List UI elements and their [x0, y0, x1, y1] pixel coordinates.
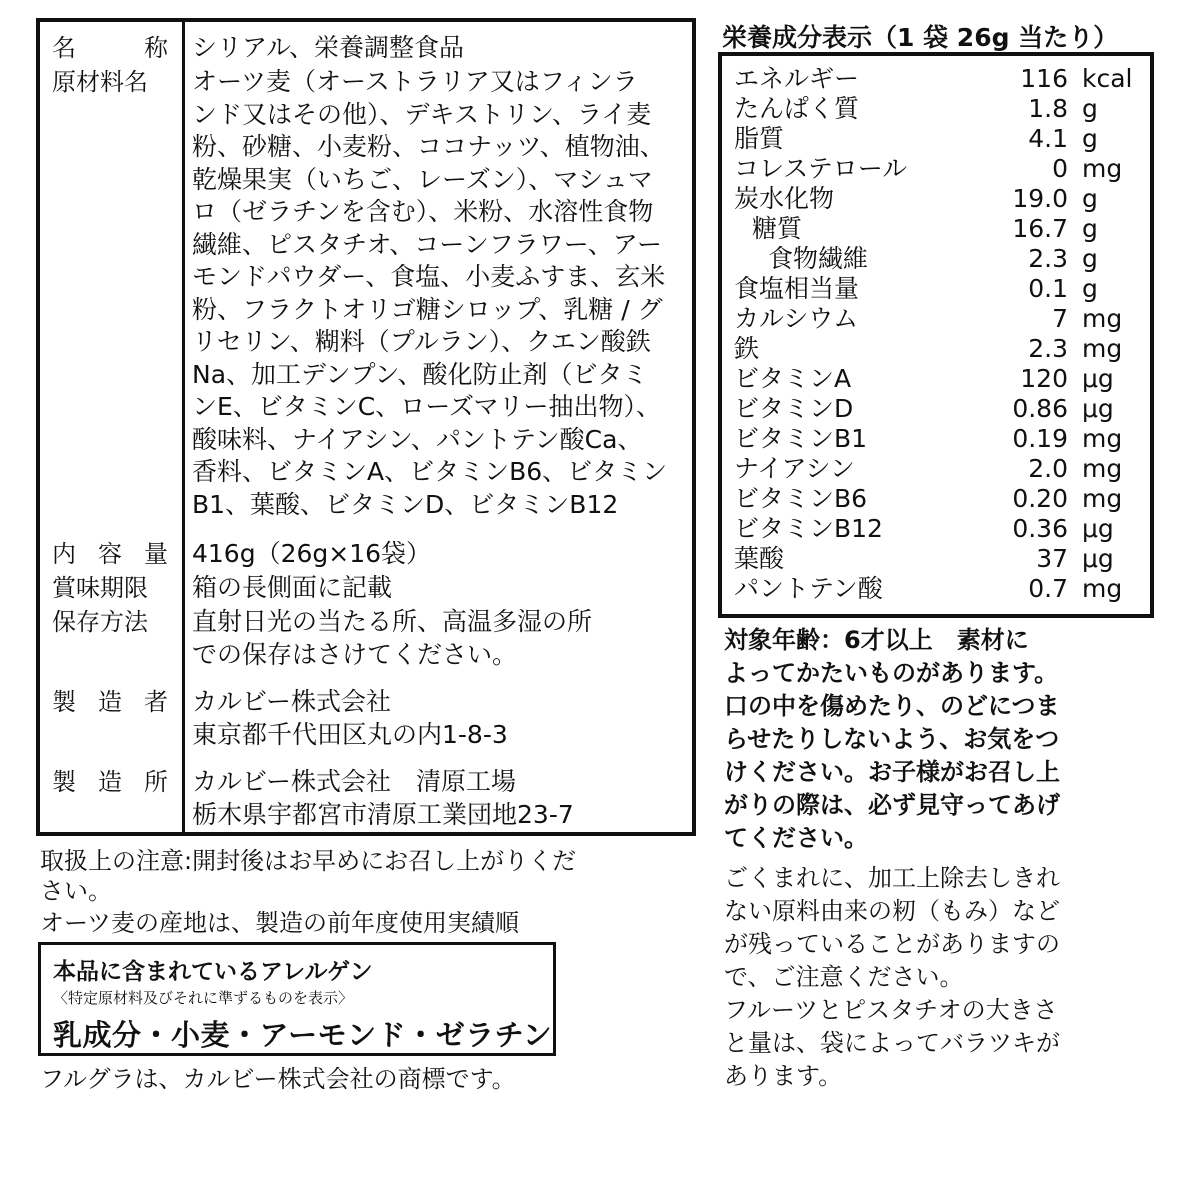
nutrient-name: たんぱく質 — [734, 94, 860, 123]
nutrient-name: 炭水化物 — [734, 184, 835, 213]
origin-note: オーツ麦の産地は、製造の前年度使用実績順 — [40, 909, 520, 937]
nutrient-name: コレステロール — [734, 154, 908, 183]
value-storage: 直射日光の当たる所、高温多湿の所 での保存はさけてください。 — [192, 607, 593, 669]
nutrient-value: 1.8 — [1028, 94, 1068, 123]
value-contents: 416g（26g×16袋） — [192, 539, 432, 568]
nutrition-row — [722, 64, 1150, 94]
nutrient-unit: g — [1082, 214, 1098, 243]
nutrient-name: エネルギー — [734, 64, 860, 93]
nutrition-row — [722, 244, 1150, 274]
nutrient-unit: g — [1082, 274, 1098, 303]
label-best-before: 賞味期限 — [52, 574, 148, 602]
nutrition-row — [722, 454, 1150, 484]
allergen-box — [38, 942, 556, 1056]
nutrient-value: 37 — [1036, 544, 1068, 573]
nutrient-value: 0.86 — [1012, 394, 1068, 423]
nutrient-unit: g — [1082, 244, 1098, 273]
nutrient-name: パントテン酸 — [734, 574, 883, 603]
trademark-note: フルグラは、カルビー株式会社の商標です。 — [40, 1065, 516, 1093]
nutrient-value: 4.1 — [1028, 124, 1068, 153]
nutrient-value: 0.7 — [1028, 574, 1068, 603]
value-manufacturer: カルビー株式会社 東京都千代田区丸の内1-8-3 — [192, 687, 508, 749]
nutrient-name: 食塩相当量 — [734, 274, 860, 303]
product-info-table — [36, 18, 696, 836]
nutrient-value: 2.3 — [1028, 244, 1068, 273]
nutrient-unit: mg — [1082, 154, 1123, 183]
nutrient-unit: μg — [1082, 364, 1114, 393]
nutrition-row — [722, 154, 1150, 184]
allergen-subtitle: 〈特定原材料及びそれに準ずるものを表示〉 — [53, 989, 354, 1007]
nutrition-title: 栄養成分表示（1 袋 26g 当たり） — [722, 23, 1119, 52]
allergen-title: 本品に含まれているアレルゲン — [53, 959, 373, 985]
value-name: シリアル、栄養調整食品 — [192, 33, 465, 62]
nutrition-row — [722, 484, 1150, 514]
nutrition-row — [722, 304, 1150, 334]
nutrient-unit: μg — [1082, 394, 1114, 423]
nutrition-row — [722, 394, 1150, 424]
nutrient-name: ビタミンB6 — [734, 484, 868, 513]
value-ingredients: オーツ麦（オーストラリア又はフィンラ ンド又はその他）、デキストリン、ライ麦 粉、砂糖、小麦粉、ココナッツ、植物油、 乾燥果実（いちご、レーズン）、マシュマ ロ（ゼラチンを含む）、米粉、水溶性食物 繊維、ピスタチオ、コーンフラワー、アー モンドパウダー、食塩、小麦ふすま、玄米 粉、フラクトオリゴ糖シロップ、乳糖 / グ リセリン、糊料（プルラン）、クエン酸鉄 Na、加工デンプン、酸化防止剤（ビタミ ンE、ビタミンC、ローズマリー抽出物）、 酸味料、ナイアシン、パントテン酸Ca、 香料、ビタミンA、ビタミンB6、ビタミン B1、葉酸、ビタミンD、ビタミンB12 — [192, 67, 668, 519]
nutrient-unit: mg — [1082, 424, 1123, 453]
table-divider — [182, 22, 185, 832]
nutrient-name: 脂質 — [734, 124, 785, 153]
nutrient-value: 2.0 — [1028, 454, 1068, 483]
nutrition-row — [722, 424, 1150, 454]
nutrition-row — [722, 94, 1150, 124]
nutrient-unit: mg — [1082, 454, 1123, 483]
nutrient-unit: g — [1082, 124, 1098, 153]
nutrient-value: 116 — [1020, 64, 1068, 93]
nutrition-row — [722, 184, 1150, 214]
nutrient-value: 2.3 — [1028, 334, 1068, 363]
nutrient-unit: mg — [1082, 334, 1123, 363]
nutrition-row — [722, 124, 1150, 154]
label-factory: 製 造 所 — [52, 768, 168, 796]
nutrient-value: 7 — [1052, 304, 1068, 333]
nutrient-unit: mg — [1082, 304, 1123, 333]
handling-note: 取扱上の注意:開封後はお早めにお召し上がりくだ さい。 — [40, 847, 577, 905]
label-ingredients: 原材料名 — [52, 68, 148, 96]
nutrient-name: ビタミンB1 — [734, 424, 868, 453]
nutrient-name: 食物繊維 — [768, 244, 869, 273]
nutrient-value: 0 — [1052, 154, 1068, 183]
nutrient-name: 鉄 — [734, 334, 760, 363]
label-storage: 保存方法 — [52, 608, 148, 636]
nutrition-row — [722, 574, 1150, 604]
nutrient-unit: μg — [1082, 544, 1114, 573]
nutrient-name: ビタミンA — [734, 364, 852, 393]
nutrition-row — [722, 334, 1150, 364]
nutrient-name: ビタミンD — [734, 394, 854, 423]
nutrient-value: 0.36 — [1012, 514, 1068, 543]
nutrient-unit: kcal — [1082, 64, 1133, 93]
nutrient-unit: mg — [1082, 574, 1123, 603]
label-name: 名 称 — [52, 34, 168, 62]
nutrient-unit: g — [1082, 94, 1098, 123]
nutrition-row — [722, 514, 1150, 544]
caution-note: ごくまれに、加工上除去しきれ ない原料由来の籾（もみ）など が残っていることがありますの で、ご注意ください。 フルーツとピスタチオの大きさ と量は、袋によってバラツキが あります。 — [724, 864, 1060, 1090]
nutrient-value: 0.19 — [1012, 424, 1068, 453]
nutrient-name: 糖質 — [752, 214, 803, 243]
nutrient-value: 0.20 — [1012, 484, 1068, 513]
nutrition-row — [722, 364, 1150, 394]
nutrition-row — [722, 544, 1150, 574]
nutrient-name: 葉酸 — [734, 544, 785, 573]
nutrition-table — [718, 52, 1154, 618]
label-manufacturer: 製 造 者 — [52, 688, 168, 716]
nutrition-row — [722, 274, 1150, 304]
age-warning: 対象年齢：6才以上 素材に よってかたいものがあります。 口の中を傷めたり、のどにつま らせたりしないよう、お気をつ けください。お子様がお召し上 がりの際は、必ず見守ってあげ てください。 — [724, 626, 1060, 852]
nutrient-unit: μg — [1082, 514, 1114, 543]
nutrient-unit: mg — [1082, 484, 1123, 513]
value-factory: カルビー株式会社 清原工場 栃木県宇都宮市清原工業団地23-7 — [192, 767, 574, 829]
label-contents: 内 容 量 — [52, 540, 168, 568]
allergen-list: 乳成分・小麦・アーモンド・ゼラチン — [53, 1018, 553, 1052]
nutrient-value: 16.7 — [1012, 214, 1068, 243]
nutrient-value: 120 — [1020, 364, 1068, 393]
value-best-before: 箱の長側面に記載 — [192, 573, 393, 602]
nutrition-row — [722, 214, 1150, 244]
nutrient-name: カルシウム — [734, 304, 859, 333]
nutrient-value: 19.0 — [1012, 184, 1068, 213]
nutrient-name: ビタミンB12 — [734, 514, 883, 543]
nutrient-value: 0.1 — [1028, 274, 1068, 303]
nutrient-unit: g — [1082, 184, 1098, 213]
nutrient-name: ナイアシン — [734, 454, 855, 483]
